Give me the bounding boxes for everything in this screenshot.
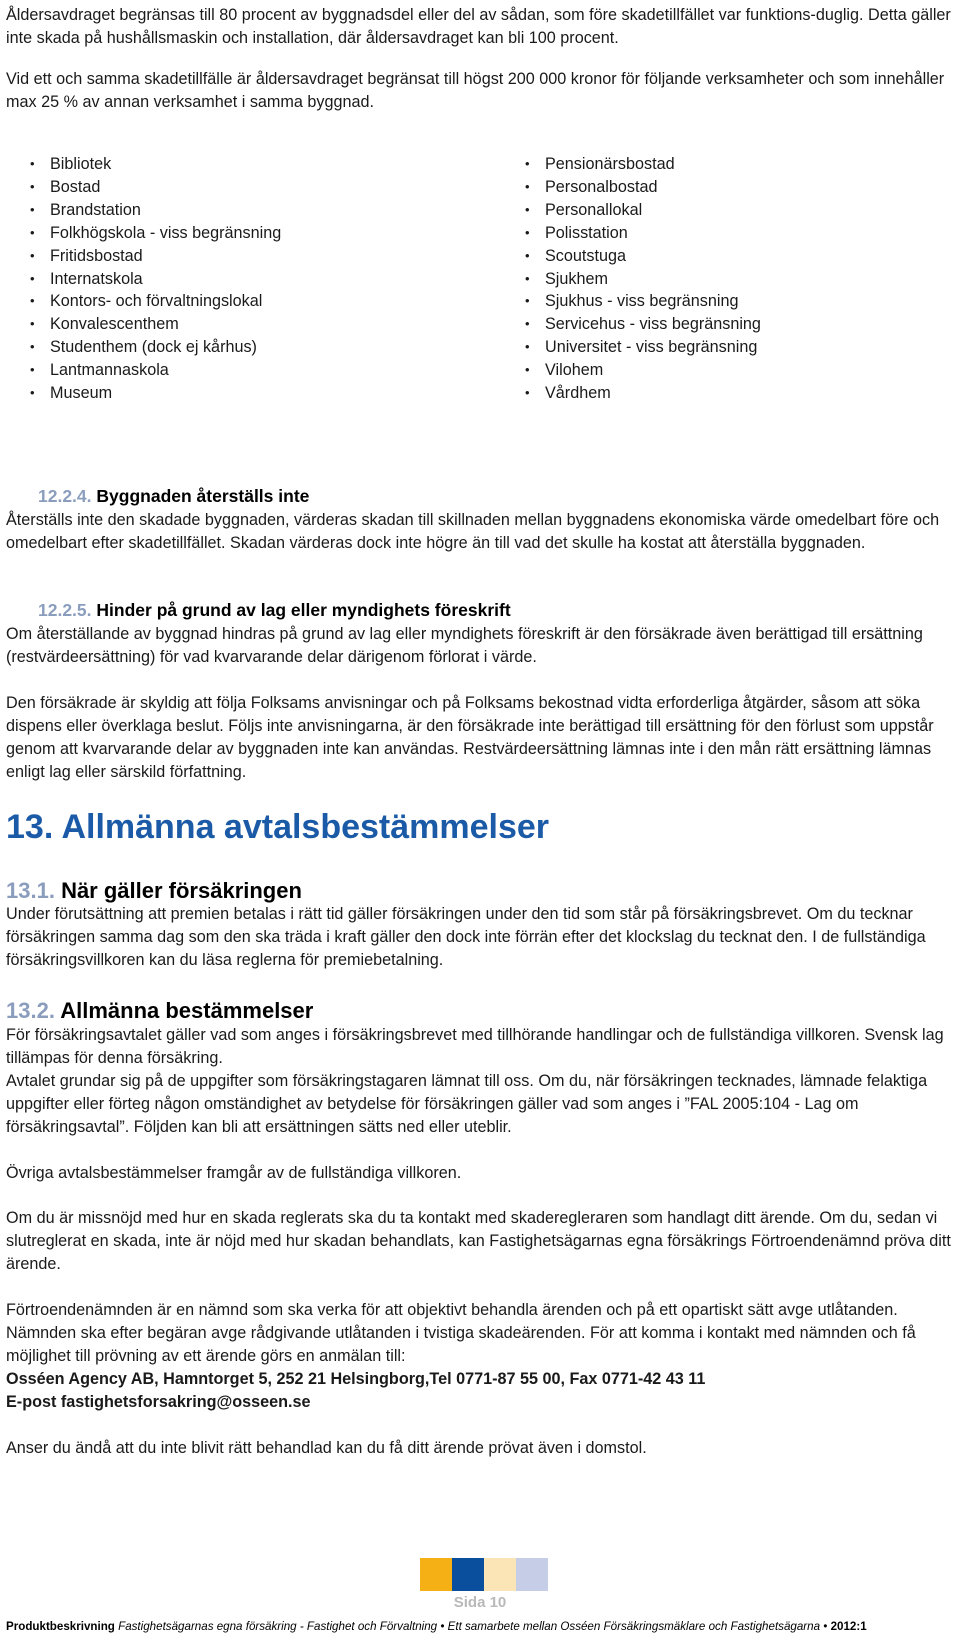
list-item: • Konvalescenthem (28, 313, 468, 336)
list-item: • Internatskola (28, 268, 468, 291)
section-13-2-body-4: Om du är missnöjd med hur en skada reglerats ska du ta kontakt med skaderegleraren som handlagt ditt ärende. Om du, sedan vi slutreglerat en skada, inte är nöjd med hur skadan behandlats, kan Fastighetsägarnas egna försäkrings Förtroendenämnd pröva ditt ärende. (6, 1209, 951, 1273)
activity-list-right (523, 153, 953, 405)
list-item: • Sjukhem (523, 268, 953, 291)
heading-number: 13.2. (6, 998, 55, 1023)
logo-color-block (484, 1558, 516, 1591)
heading-title: När gäller försäkringen (61, 878, 302, 903)
list-item: • Bibliotek (28, 153, 468, 176)
intro-paragraph-2: Vid ett och samma skadetillfälle är åldersavdraget begränsat till högst 200 000 kronor för följande verksamheter och som innehåller max 25 % av annan verksamhet i samma byggnad. (6, 70, 945, 111)
heading-title: Allmänna avtalsbestämmelser (61, 808, 550, 846)
intro-paragraph-1: Åldersavdraget begränsas till 80 procent av byggnadsdel eller del av sådan, som före skadetillfället var funktions-duglig. Detta gäller inte skada på hushållsmaskin och installation, där åldersavdraget kan bli 100 procent. (6, 6, 951, 47)
list-item: • Personalbostad (523, 176, 953, 199)
section-12-2-5-body-1: Om återställande av byggnad hindras på grund av lag eller myndighets föreskrift är den försäkrade även berättigad till ersättning (restvärdeersättning) för vad kvarvarande delar därigenom förlorat i värde. (6, 625, 923, 666)
logo-color-block (420, 1558, 452, 1591)
section-12-2-4-body: Återställs inte den skadade byggnaden, värderas skadan till skillnaden mellan byggnadens ekonomiska värde omedelbart före och omedelbart efter skadetillfället. Skadan värderas dock inte högre än till vad det skulle ha kostat att återställa byggnaden. (6, 511, 940, 552)
list-item: • Vårdhem (523, 382, 953, 405)
contact-address: Osséen Agency AB, Hamntorget 5, 252 21 Helsingborg,Tel 0771-87 55 00, Fax 0771-42 43 11 (6, 1370, 706, 1388)
list-item: • Pensionärsbostad (523, 153, 953, 176)
heading-title: Byggnaden återställs inte (96, 486, 310, 506)
heading-title: Allmänna bestämmelser (60, 998, 314, 1023)
list-item: • Sjukhus - viss begränsning (523, 290, 953, 313)
logo-color-block (452, 1558, 484, 1591)
list-item: • Universitet - viss begränsning (523, 336, 953, 359)
footer-text: Fastighetsägarnas egna försäkring - Fastighet och Förvaltning • Ett samarbete mellan Osséen Försäkringsmäklare och Fastighetsägarna • (118, 1620, 828, 1633)
contact-email: E-post fastighetsforsakring@osseen.se (6, 1393, 311, 1411)
heading-number: 12.2.5. (38, 600, 92, 620)
heading-13-2 (6, 998, 951, 1024)
list-item: • Fritidsbostad (28, 245, 468, 268)
heading-title: Hinder på grund av lag eller myndighets föreskrift (96, 600, 511, 620)
list-item: • Kontors- och förvaltningslokal (28, 290, 468, 313)
list-item: • Servicehus - viss begränsning (523, 313, 953, 336)
page-footer (6, 1620, 956, 1634)
heading-number: 13.1. (6, 878, 55, 903)
section-13-2-body-6: Anser du ändå att du inte blivit rätt behandlad kan du få ditt ärende prövat även i domstol. (6, 1439, 647, 1457)
list-item: • Studenthem (dock ej kårhus) (28, 336, 468, 359)
activity-list-left (28, 153, 468, 405)
heading-13 (6, 807, 549, 847)
heading-12-2-5 (38, 599, 938, 622)
section-13-2-body-1: För försäkringsavtalet gäller vad som anges i försäkringsbrevet med tillhörande handlingar och de fullständiga villkoren. Svensk lag tillämpas för denna försäkring. (6, 1026, 944, 1067)
heading-number: 12.2.4. (38, 486, 92, 506)
heading-12-2-4 (38, 485, 938, 508)
section-13-2-body-3: Övriga avtalsbestämmelser framgår av de fullständiga villkoren. (6, 1164, 462, 1182)
footer-edition: 2012:1 (830, 1620, 867, 1633)
list-item: • Folkhögskola - viss begränsning (28, 222, 468, 245)
section-12-2-5-body-2: Den försäkrade är skyldig att följa Folksams anvisningar och på Folksams bekostnad vidta erforderliga åtgärder, såsom att söka dispens eller överklaga beslut. Följs inte anvisningarna, är den försäkrade inte berättigad till ersättning för den förlust som uppstår genom att kvarvarande delar av byggnaden inte kan användas. Restvärdeersättning lämnas inte i den mån rätt ersättning lämnas enligt lag eller särskild författning. (6, 694, 934, 781)
list-item: • Polisstation (523, 222, 953, 245)
section-13-2-body-2: Avtalet grundar sig på de uppgifter som försäkringstagaren lämnat till oss. Om du, när försäkringen tecknades, lämnade felaktiga uppgifter eller förteg någon omständighet av betydelse för försäkringen gäller vad som anges i ”FAL 2005:104 - Lag om försäkringsavtal”. Följden kan bli att ersättningen sätts ned eller uteblir. (6, 1072, 928, 1136)
list-item: • Brandstation (28, 199, 468, 222)
section-13-1-body: Under förutsättning att premien betalas i rätt tid gäller försäkringen under den tid som står på försäkringsbrevet. Om du tecknar försäkringen samma dag som den ska träda i kraft gäller den dock inte förrän efter det klockslag du tecknat den. I de fullständiga försäkringsvillkoren kan du läsa reglerna för premiebetalning. (6, 905, 926, 969)
list-item: • Lantmannaskola (28, 359, 468, 382)
list-item: • Museum (28, 382, 468, 405)
section-13-2-body-5: Förtroendenämnden är en nämnd som ska verka för att objektivt behandla ärenden och på ett opartiskt sätt avge utlåtanden. Nämnden ska efter begäran avge rådgivande utlåtanden i tvistiga skadeärenden. För att komma i kontakt med nämnden och få möjlighet till prövning av ett ärende görs en anmälan till: (6, 1301, 916, 1365)
page-number: Sida 10 (453, 1594, 507, 1611)
list-item: • Personallokal (523, 199, 953, 222)
logo-color-block (516, 1558, 548, 1591)
list-item: • Vilohem (523, 359, 953, 382)
heading-number: 13. (6, 808, 54, 846)
list-item: • Scoutstuga (523, 245, 953, 268)
list-item: • Bostad (28, 176, 468, 199)
heading-13-1 (6, 878, 951, 904)
color-blocks-logo (420, 1558, 548, 1591)
footer-lead: Produktbeskrivning (6, 1620, 115, 1633)
